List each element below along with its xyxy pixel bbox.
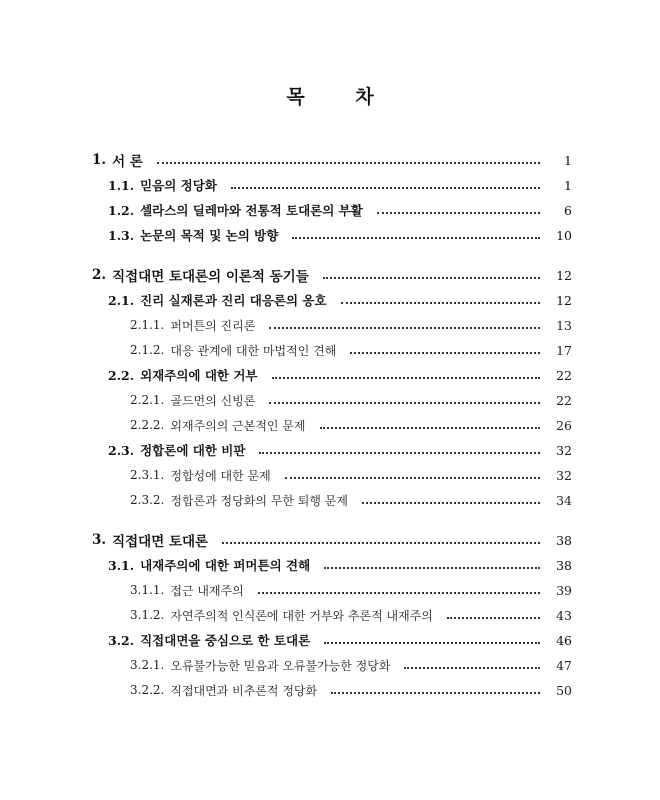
entry-label: 외재주의에 대한 거부 (140, 368, 258, 383)
toc-entry-1-3[interactable] (92, 223, 572, 247)
dot-leader (292, 236, 540, 239)
entry-page: 13 (556, 317, 572, 333)
toc-entry-3[interactable] (92, 528, 572, 552)
toc-entry-3-1-2[interactable] (92, 603, 572, 627)
entry-number: 3.2.1. (130, 658, 165, 672)
dot-leader (323, 276, 540, 279)
dot-leader (157, 161, 540, 164)
entry-number: 2.3.2. (130, 493, 165, 507)
toc-entry-2-3-1[interactable] (92, 463, 572, 487)
entry-label: 직접대면 토대론 (112, 534, 209, 550)
entry-page: 22 (556, 392, 572, 408)
entry-label: 퍼머튼의 진리론 (170, 318, 256, 333)
dot-leader (258, 591, 540, 594)
entry-page: 46 (556, 632, 572, 648)
dot-leader (324, 566, 540, 569)
dot-leader (269, 401, 540, 404)
entry-number: 3.2. (108, 632, 135, 648)
toc-entry-2-1-2[interactable] (92, 338, 572, 362)
entry-page: 38 (556, 557, 572, 573)
dot-leader (341, 301, 540, 304)
entry-number: 2.3. (108, 442, 135, 458)
entry-number: 3.2.2. (130, 683, 165, 697)
dot-leader (272, 376, 541, 379)
entry-page: 26 (556, 417, 572, 433)
toc-entry-1-1[interactable] (92, 173, 572, 197)
toc-entry-1-2[interactable] (92, 198, 572, 222)
entry-label: 서 론 (112, 154, 143, 170)
entry-number: 2. (92, 267, 107, 283)
entry-label: 내재주의에 대한 퍼머튼의 견해 (140, 558, 311, 573)
toc-entry-3-2-2[interactable] (92, 678, 572, 702)
entry-page: 22 (556, 367, 572, 383)
entry-number: 2.1.1. (130, 318, 165, 332)
entry-number: 1.1. (108, 177, 135, 193)
entry-page: 50 (556, 682, 572, 698)
dot-leader (331, 691, 540, 694)
entry-label: 외재주의의 근본적인 문제 (170, 418, 306, 433)
dot-leader (362, 501, 540, 504)
entry-number: 2.2. (108, 367, 135, 383)
entry-page: 17 (556, 342, 572, 358)
dot-leader (222, 541, 540, 544)
toc-entry-3-1[interactable] (92, 553, 572, 577)
toc-entry-2-2-2[interactable] (92, 413, 572, 437)
entry-number: 2.2.1. (130, 393, 165, 407)
entry-page: 10 (556, 227, 572, 243)
toc-entry-1[interactable] (92, 148, 572, 172)
dot-leader (350, 351, 540, 354)
entry-page: 32 (556, 467, 572, 483)
entry-label: 직접대면 토대론의 이론적 동기들 (112, 269, 309, 285)
toc-entry-2-2[interactable] (92, 363, 572, 387)
entry-label: 접근 내재주의 (170, 583, 244, 598)
entry-page: 34 (556, 492, 572, 508)
entry-page: 1 (564, 152, 572, 168)
entry-label: 자연주의적 인식론에 대한 거부와 추론적 내재주의 (170, 608, 433, 623)
entry-label: 정합성에 대한 문제 (170, 468, 271, 483)
entry-page: 1 (564, 177, 572, 193)
entry-label: 진리 실재론과 진리 대응론의 옹호 (140, 293, 327, 308)
entry-page: 32 (556, 442, 572, 458)
entry-label: 정합론에 대한 비판 (140, 443, 246, 458)
entry-label: 골드먼의 신빙론 (170, 393, 256, 408)
entry-number: 3.1.1. (130, 583, 165, 597)
toc-entry-3-2-1[interactable] (92, 653, 572, 677)
entry-number: 3.1. (108, 557, 135, 573)
entry-label: 정합론과 정당화의 무한 퇴행 문제 (170, 493, 348, 508)
page-title: 목 차 (286, 86, 396, 108)
toc-entry-2-3[interactable] (92, 438, 572, 462)
dot-leader (447, 616, 540, 619)
dot-leader (259, 451, 540, 454)
entry-number: 1.3. (108, 227, 135, 243)
entry-page: 43 (556, 607, 572, 623)
entry-number: 2.1.2. (130, 343, 165, 357)
dot-leader (320, 426, 540, 429)
dot-leader (231, 186, 540, 189)
entry-label: 논문의 목적 및 논의 방향 (140, 228, 279, 243)
entry-label: 직접대면과 비추론적 정당화 (170, 683, 318, 698)
entry-page: 6 (564, 202, 572, 218)
toc-entry-3-2[interactable] (92, 628, 572, 652)
dot-leader (324, 641, 540, 644)
entry-number: 2.2.2. (130, 418, 165, 432)
toc-entry-2[interactable] (92, 263, 572, 287)
entry-page: 12 (556, 292, 572, 308)
entry-number: 1. (92, 152, 107, 168)
entry-number: 1.2. (108, 202, 135, 218)
table-of-contents (92, 0, 572, 800)
toc-entry-2-3-2[interactable] (92, 488, 572, 512)
dot-leader (377, 211, 540, 214)
entry-page: 38 (556, 532, 572, 548)
entry-page: 39 (556, 582, 572, 598)
toc-entry-2-1[interactable] (92, 288, 572, 312)
entry-number: 2.3.1. (130, 468, 165, 482)
toc-entry-2-2-1[interactable] (92, 388, 572, 412)
entry-label: 직접대면을 중심으로 한 토대론 (140, 633, 311, 648)
toc-entry-2-1-1[interactable] (92, 313, 572, 337)
entry-page: 47 (556, 657, 572, 673)
entry-label: 셀라스의 딜레마와 전통적 토대론의 부활 (140, 203, 363, 218)
entry-label: 오류불가능한 믿음과 오류불가능한 정당화 (170, 658, 391, 673)
entry-label: 믿음의 정당화 (140, 178, 217, 193)
entry-number: 3. (92, 532, 107, 548)
dot-leader (285, 476, 540, 479)
entry-number: 2.1. (108, 292, 135, 308)
entry-page: 12 (556, 267, 572, 283)
toc-entry-3-1-1[interactable] (92, 578, 572, 602)
entry-number: 3.1.2. (130, 608, 165, 622)
entry-label: 대응 관계에 대한 마법적인 견해 (170, 343, 337, 358)
dot-leader (269, 326, 540, 329)
dot-leader (404, 666, 540, 669)
